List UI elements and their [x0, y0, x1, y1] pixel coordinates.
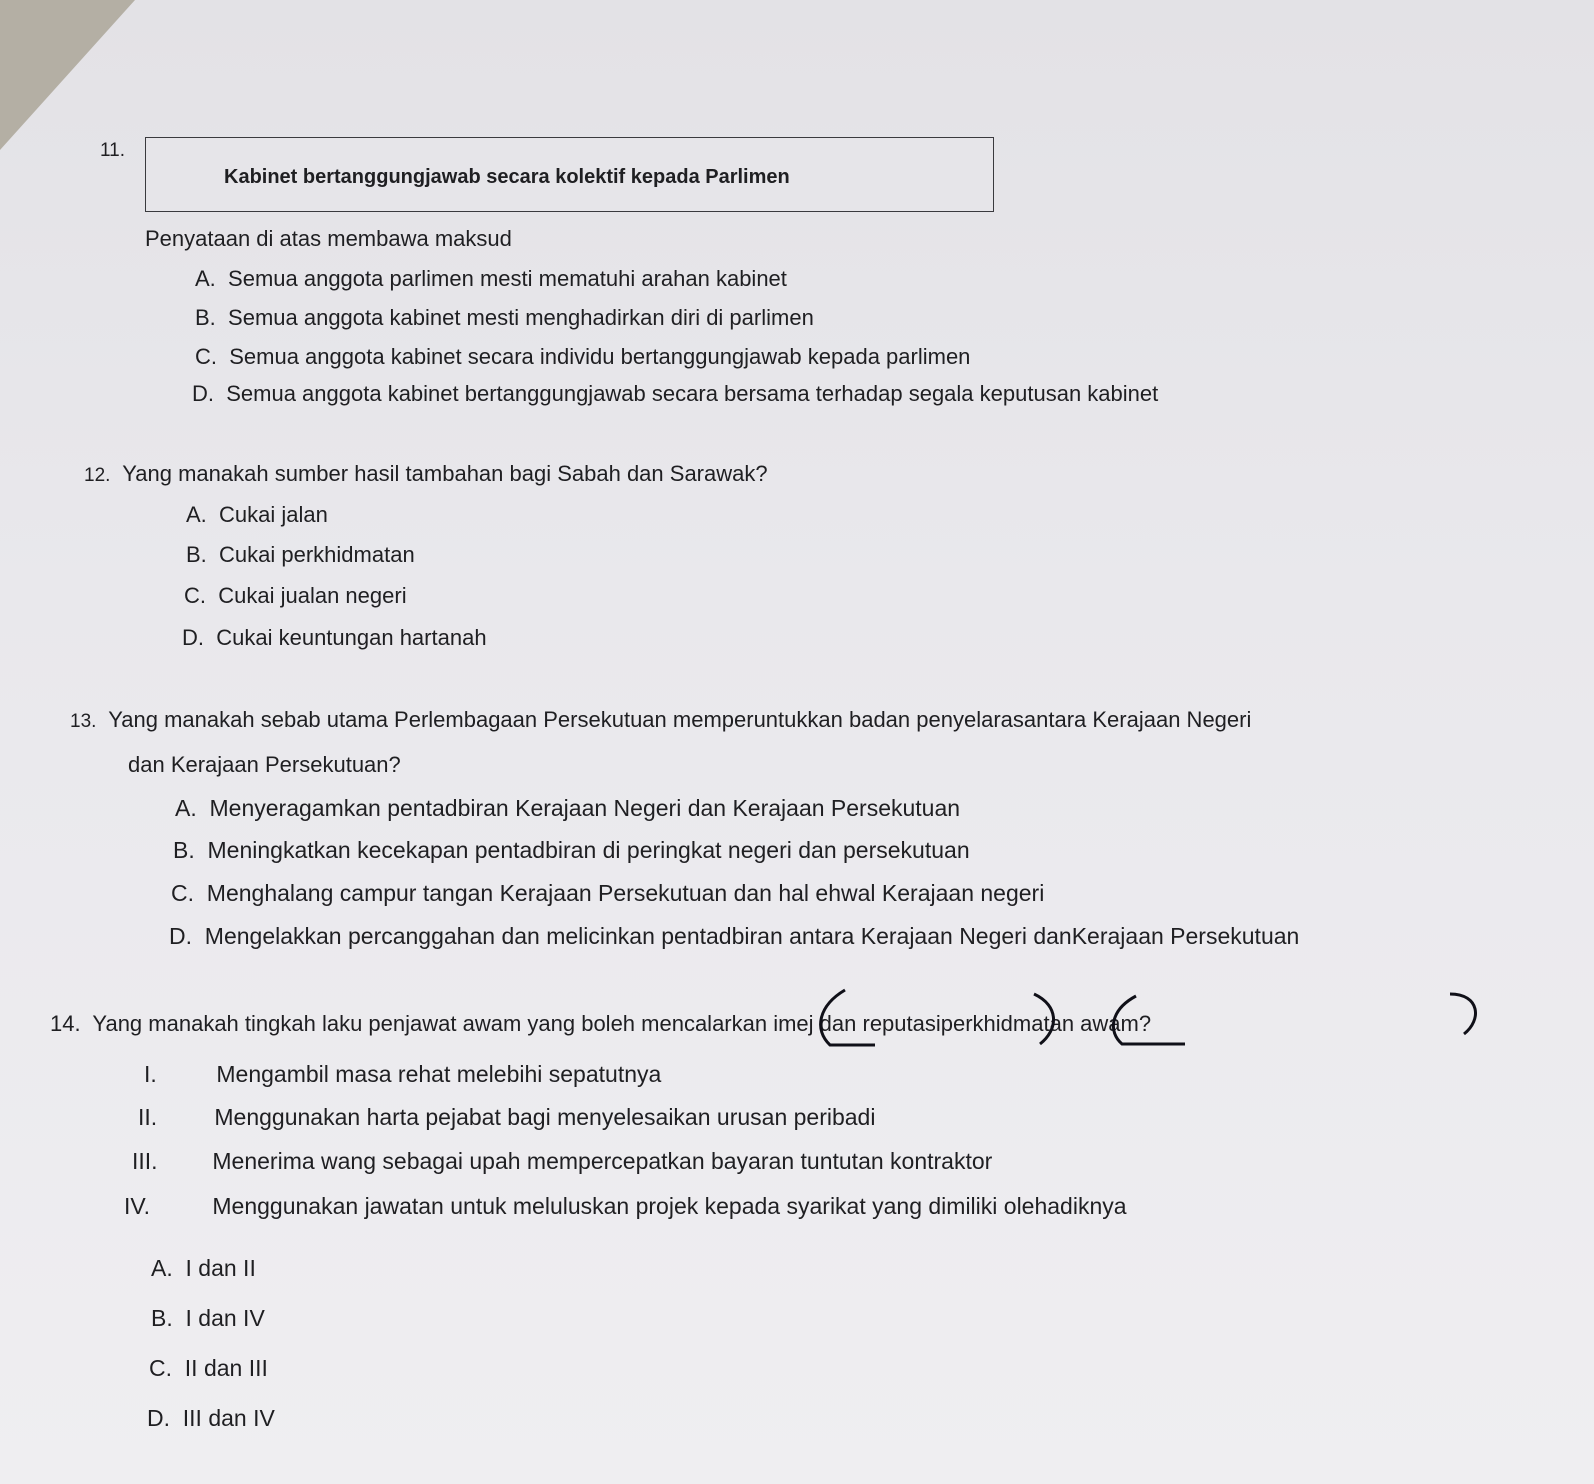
q14-statement-4	[124, 1193, 1127, 1219]
option-letter: D.	[147, 1405, 170, 1431]
option-text: Cukai jualan negeri	[218, 583, 407, 608]
option-letter: A.	[195, 266, 216, 291]
option-text: Semua anggota kabinet secara individu bertanggungjawab kepada parlimen	[229, 344, 971, 369]
q14-number: 14.	[50, 1011, 81, 1036]
q14-option-a[interactable]	[151, 1255, 256, 1281]
option-text: Cukai keuntungan hartanah	[216, 625, 487, 650]
q12-question-text: Yang manakah sumber hasil tambahan bagi Sabah dan Sarawak?	[122, 461, 768, 486]
statement-text: Mengambil masa rehat melebihi sepatutnya	[216, 1061, 662, 1087]
option-text: Mengelakkan percanggahan dan melicinkan pentadbiran antara Kerajaan Negeri danKerajaan Persekutuan	[204, 923, 1300, 949]
option-letter: D.	[169, 923, 192, 949]
option-letter: D.	[192, 381, 214, 406]
q14-option-c[interactable]	[149, 1355, 268, 1381]
q11-statement: Kabinet bertanggungjawab secara kolektif kepada Parlimen	[224, 166, 790, 188]
option-text: II dan III	[184, 1355, 268, 1381]
statement-numeral: II.	[138, 1104, 158, 1130]
statement-text: Menggunakan jawatan untuk meluluskan projek kepada syarikat yang dimiliki olehadiknya	[212, 1193, 1127, 1219]
option-text: Cukai jalan	[219, 502, 328, 527]
option-letter: C.	[195, 344, 217, 369]
q14-statement-2	[138, 1104, 875, 1130]
q11-number: 11.	[100, 140, 126, 161]
q13-question-text-1: Yang manakah sebab utama Perlembagaan Persekutuan memperuntukkan badan penyelarasantara Kerajaan Negeri	[108, 707, 1252, 732]
option-text: Menyeragamkan pentadbiran Kerajaan Negeri dan Kerajaan Persekutuan	[209, 795, 961, 821]
q14-option-b[interactable]	[151, 1305, 265, 1331]
option-letter: A.	[175, 795, 197, 821]
statement-text: Menerima wang sebagai upah mempercepatkan bayaran tuntutan kontraktor	[212, 1148, 993, 1174]
option-letter: A.	[186, 502, 207, 527]
option-letter: A.	[151, 1255, 173, 1281]
option-text: Meningkatkan kecekapan pentadbiran di peringkat negeri dan persekutuan	[207, 837, 970, 863]
option-letter: C.	[171, 880, 194, 906]
statement-numeral: III.	[132, 1148, 158, 1174]
statement-text: Menggunakan harta pejabat bagi menyelesaikan urusan peribadi	[214, 1104, 876, 1130]
option-letter: B.	[151, 1305, 173, 1331]
option-text: I dan II	[185, 1255, 256, 1281]
option-text: Semua anggota kabinet bertanggungjawab secara bersama terhadap segala keputusan kabinet	[226, 381, 1159, 406]
option-letter: B.	[186, 542, 207, 567]
q12-number: 12.	[84, 465, 111, 486]
option-letter: B.	[173, 837, 195, 863]
q13-question-line2: dan Kerajaan Persekutuan?	[128, 752, 401, 777]
option-text: III dan IV	[182, 1405, 275, 1431]
option-text: Menghalang campur tangan Kerajaan Persekutuan dan hal ehwal Kerajaan negeri	[206, 880, 1045, 906]
q11-stem: Penyataan di atas membawa maksud	[145, 226, 512, 251]
statement-numeral: IV.	[124, 1193, 151, 1219]
option-letter: C.	[184, 583, 206, 608]
q14-option-d[interactable]	[147, 1405, 275, 1431]
q14-question-text: Yang manakah tingkah laku penjawat awam yang boleh mencalarkan imej dan reputasiperkhidmatan awam?	[92, 1011, 1152, 1036]
q14-statement-1	[144, 1061, 661, 1087]
option-letter: D.	[182, 625, 204, 650]
q13-number: 13.	[70, 711, 97, 732]
option-text: I dan IV	[185, 1305, 265, 1331]
option-text: Semua anggota parlimen mesti mematuhi arahan kabinet	[228, 266, 787, 291]
option-text: Cukai perkhidmatan	[219, 542, 415, 567]
statement-numeral: I.	[144, 1061, 157, 1087]
option-text: Semua anggota kabinet mesti menghadirkan diri di parlimen	[228, 305, 814, 330]
option-letter: C.	[149, 1355, 172, 1381]
option-letter: B.	[195, 305, 216, 330]
q14-statement-3	[132, 1148, 992, 1174]
